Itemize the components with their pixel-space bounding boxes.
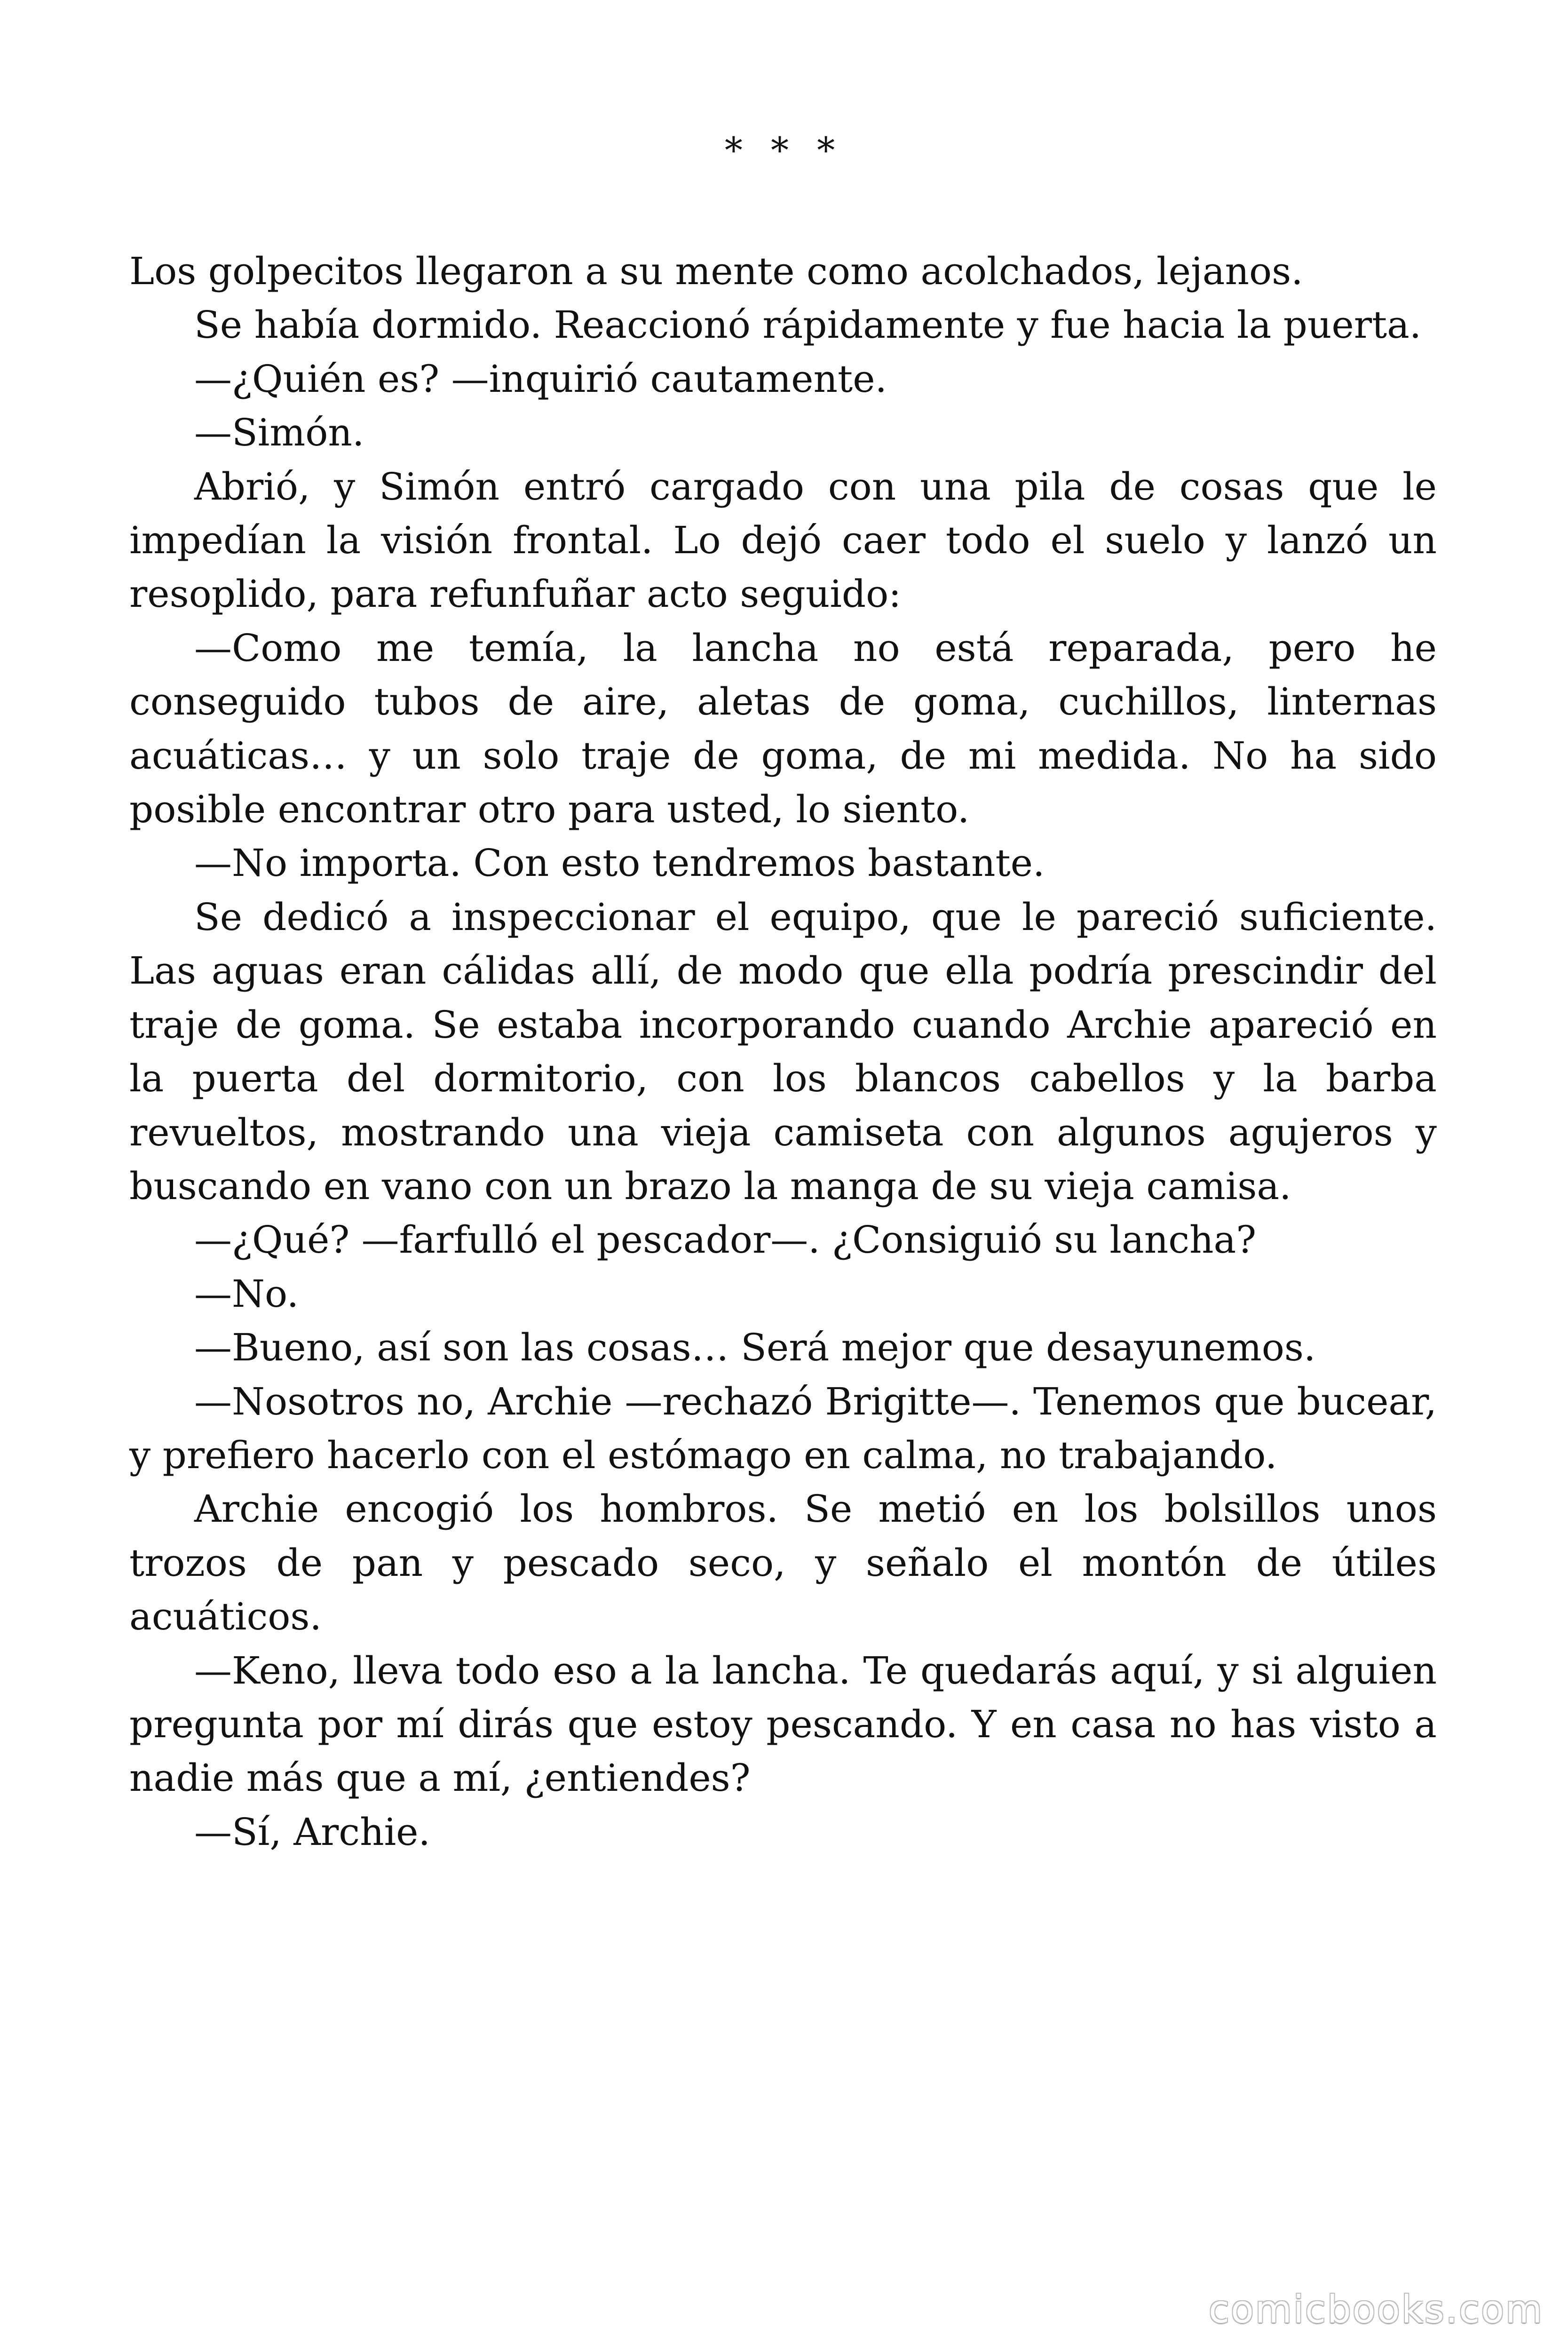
- paragraph: —Sí, Archie.: [194, 1810, 430, 1854]
- paragraph: Se había dormido. Reaccionó rápidamente y fue hacia la puerta.: [194, 303, 1422, 347]
- paragraph: —No importa. Con esto tendremos bastante.: [194, 841, 1045, 885]
- paragraph: —Nosotros no, Archie —rechazó Brigitte—. Tenemos que bucear, y prefiero hacerlo con el estómago en calma, no trabajando.: [129, 1379, 1437, 1477]
- site-watermark: comicbooks.com: [1208, 2288, 1544, 2331]
- paragraph: Los golpecitos llegaron a su mente como acolchados, lejanos.: [129, 249, 1303, 293]
- paragraph: —Como me temía, la lancha no está reparada, pero he conseguido tubos de aire, aletas de goma, cuchillos, linternas acuáticas… y un solo traje de goma, de mi medida. No ha sido posible encontrar otro para usted, lo siento.: [129, 626, 1437, 832]
- paragraph: —¿Qué? —farfulló el pescador—. ¿Consiguió su lancha?: [194, 1218, 1257, 1262]
- paragraph: —Bueno, así son las cosas… Será mejor que desayunemos.: [194, 1326, 1316, 1370]
- paragraph: Se dedicó a inspeccionar el equipo, que le pareció suficiente. Las aguas eran cálidas allí, de modo que ella podría prescindir del traje de goma. Se estaba incorporando cuando Archie apareció en la puerta del dormitorio, con los blancos cabellos y la barba revueltos, mostrando una vieja camiseta con algunos agujeros y buscando en vano con un brazo la manga de su vieja camisa.: [129, 895, 1437, 1208]
- paragraph: Abrió, y Simón entró cargado con una pila de cosas que le impedían la visión frontal. Lo dejó caer todo el suelo y lanzó un resoplido, para refunfuñar acto seguido:: [129, 464, 1437, 616]
- paragraph: Archie encogió los hombros. Se metió en los bolsillos unos trozos de pan y pescado seco, y señalo el montón de útiles acuáticos.: [129, 1487, 1437, 1639]
- paragraph: —Simón.: [194, 411, 364, 455]
- paragraph: —¿Quién es? —inquirió cautamente.: [194, 357, 887, 401]
- paragraph: —No.: [194, 1271, 299, 1316]
- scene-separator: * * *: [724, 129, 844, 171]
- chapter-text: [129, 245, 1437, 1859]
- paragraph: —Keno, lleva todo eso a la lancha. Te quedarás aquí, y si alguien pregunta por mí dirás que estoy pescando. Y en casa no has visto a nadie más que a mí, ¿entiendes?: [129, 1648, 1437, 1800]
